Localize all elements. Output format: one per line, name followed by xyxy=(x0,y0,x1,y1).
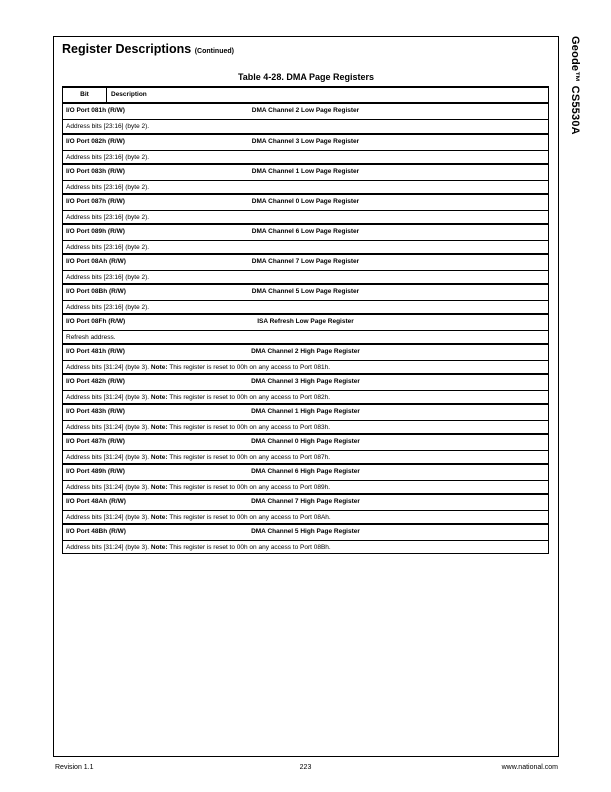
register-description-text: Address bits [31:24] (byte 3). xyxy=(66,484,150,491)
register-description-text: Address bits [31:24] (byte 3). xyxy=(66,424,150,431)
register-entry xyxy=(63,523,548,553)
register-name: DMA Channel 5 High Page Register xyxy=(251,528,360,535)
register-header-row xyxy=(63,255,548,271)
register-entry xyxy=(63,253,548,283)
register-header-row xyxy=(63,375,548,391)
register-note-label: Note: xyxy=(150,394,168,401)
register-description-text: Address bits [23:16] (byte 2). xyxy=(66,214,150,221)
register-header-row xyxy=(63,315,548,331)
register-description-text: Address bits [31:24] (byte 3). xyxy=(66,364,150,371)
table-title: Table 4-28. DMA Page Registers xyxy=(237,72,375,82)
register-description-text: Address bits [23:16] (byte 2). xyxy=(66,304,150,311)
register-description-text: Address bits [23:16] (byte 2). xyxy=(66,184,150,191)
register-note-text: This register is reset to 00h on any access to Port 087h. xyxy=(169,454,331,461)
register-port: I/O Port 08Bh (R/W) xyxy=(66,288,126,295)
register-header-row xyxy=(63,525,548,541)
register-name: DMA Channel 0 Low Page Register xyxy=(251,198,360,205)
register-header-row xyxy=(63,285,548,301)
register-port: I/O Port 087h (R/W) xyxy=(66,198,125,205)
register-name: DMA Channel 0 High Page Register xyxy=(251,438,360,445)
register-name: ISA Refresh Low Page Register xyxy=(257,318,354,325)
register-port: I/O Port 082h (R/W) xyxy=(66,138,125,145)
register-name: DMA Channel 3 High Page Register xyxy=(251,378,360,385)
register-name: DMA Channel 7 High Page Register xyxy=(251,498,360,505)
register-entry xyxy=(63,103,548,133)
register-entry xyxy=(63,493,548,523)
register-entry xyxy=(63,433,548,463)
register-note-text: This register is reset to 00h on any access to Port 081h. xyxy=(169,364,331,371)
register-rows xyxy=(63,103,548,553)
register-port: I/O Port 08Fh (R/W) xyxy=(66,318,126,325)
register-port: I/O Port 483h (R/W) xyxy=(66,408,125,415)
register-note-label: Note: xyxy=(150,544,168,551)
register-name: DMA Channel 6 Low Page Register xyxy=(251,228,360,235)
register-header-row xyxy=(63,165,548,181)
register-entry xyxy=(63,403,548,433)
side-title-text: Geode™ CS5530A xyxy=(569,36,581,135)
register-name: DMA Channel 2 Low Page Register xyxy=(251,107,360,114)
register-name: DMA Channel 6 High Page Register xyxy=(251,468,360,475)
section-heading-title: Register Descriptions xyxy=(62,42,192,56)
register-entry xyxy=(63,133,548,163)
register-entry xyxy=(63,283,548,313)
register-note-label: Note: xyxy=(150,364,168,371)
register-header-row xyxy=(63,104,548,120)
register-table xyxy=(62,86,549,554)
register-port: I/O Port 083h (R/W) xyxy=(66,168,125,175)
register-port: I/O Port 487h (R/W) xyxy=(66,438,125,445)
register-description-text: Address bits [31:24] (byte 3). xyxy=(66,454,150,461)
register-note-text: This register is reset to 00h on any access to Port 08Ah. xyxy=(169,514,331,521)
register-description-text: Address bits [31:24] (byte 3). xyxy=(66,394,150,401)
footer-rule xyxy=(53,756,559,757)
register-port: I/O Port 482h (R/W) xyxy=(66,378,125,385)
register-note-text: This register is reset to 00h on any access to Port 08Bh. xyxy=(169,544,331,551)
register-entry xyxy=(63,313,548,343)
register-header-row xyxy=(63,225,548,241)
register-description-text: Address bits [23:16] (byte 2). xyxy=(66,274,150,281)
register-name: DMA Channel 1 High Page Register xyxy=(251,408,360,415)
register-name: DMA Channel 1 Low Page Register xyxy=(251,168,360,175)
table-header-row xyxy=(63,88,548,103)
register-name: DMA Channel 3 Low Page Register xyxy=(251,138,360,145)
register-entry xyxy=(63,343,548,373)
register-description-text: Address bits [23:16] (byte 2). xyxy=(66,123,150,130)
side-product-title xyxy=(563,36,583,196)
register-entry xyxy=(63,163,548,193)
register-header-row xyxy=(63,345,548,361)
register-description-text: Address bits [31:24] (byte 3). xyxy=(66,544,150,551)
column-header-description: Description xyxy=(111,91,147,98)
register-note-label: Note: xyxy=(150,484,168,491)
register-note-label: Note: xyxy=(150,514,168,521)
register-name: DMA Channel 7 Low Page Register xyxy=(251,258,360,265)
column-header-bit: Bit xyxy=(63,88,107,102)
register-description-text: Address bits [23:16] (byte 2). xyxy=(66,154,150,161)
register-header-row xyxy=(63,405,548,421)
footer-revision: Revision 1.1 xyxy=(55,764,94,771)
register-note-label: Note: xyxy=(150,424,168,431)
register-note-text: This register is reset to 00h on any access to Port 082h. xyxy=(169,394,331,401)
register-description-text: Address bits [31:24] (byte 3). xyxy=(66,514,150,521)
register-header-row xyxy=(63,495,548,511)
register-port: I/O Port 489h (R/W) xyxy=(66,468,125,475)
register-header-row xyxy=(63,195,548,211)
register-entry xyxy=(63,223,548,253)
register-port: I/O Port 089h (R/W) xyxy=(66,228,125,235)
register-port: I/O Port 481h (R/W) xyxy=(66,348,125,355)
register-description-text: Refresh address. xyxy=(66,334,116,341)
register-entry xyxy=(63,193,548,223)
register-note-text: This register is reset to 00h on any access to Port 083h. xyxy=(169,424,331,431)
register-entry xyxy=(63,463,548,493)
footer-page-number: 223 xyxy=(299,764,312,771)
register-header-row xyxy=(63,135,548,151)
register-port: I/O Port 48Ah (R/W) xyxy=(66,498,126,505)
register-note-text: This register is reset to 00h on any access to Port 089h. xyxy=(169,484,331,491)
register-header-row xyxy=(63,435,548,451)
register-port: I/O Port 48Bh (R/W) xyxy=(66,528,126,535)
register-port: I/O Port 08Ah (R/W) xyxy=(66,258,126,265)
register-entry xyxy=(63,373,548,403)
section-heading-continued: (Continued) xyxy=(194,48,234,55)
footer-website: www.national.com xyxy=(501,764,558,771)
register-name: DMA Channel 5 Low Page Register xyxy=(251,288,360,295)
register-header-row xyxy=(63,465,548,481)
register-description xyxy=(63,120,548,133)
section-heading xyxy=(62,42,234,56)
register-description xyxy=(63,541,548,554)
register-description-text: Address bits [23:16] (byte 2). xyxy=(66,244,150,251)
register-note-label: Note: xyxy=(150,454,168,461)
register-port: I/O Port 081h (R/W) xyxy=(66,107,125,114)
register-name: DMA Channel 2 High Page Register xyxy=(251,348,360,355)
